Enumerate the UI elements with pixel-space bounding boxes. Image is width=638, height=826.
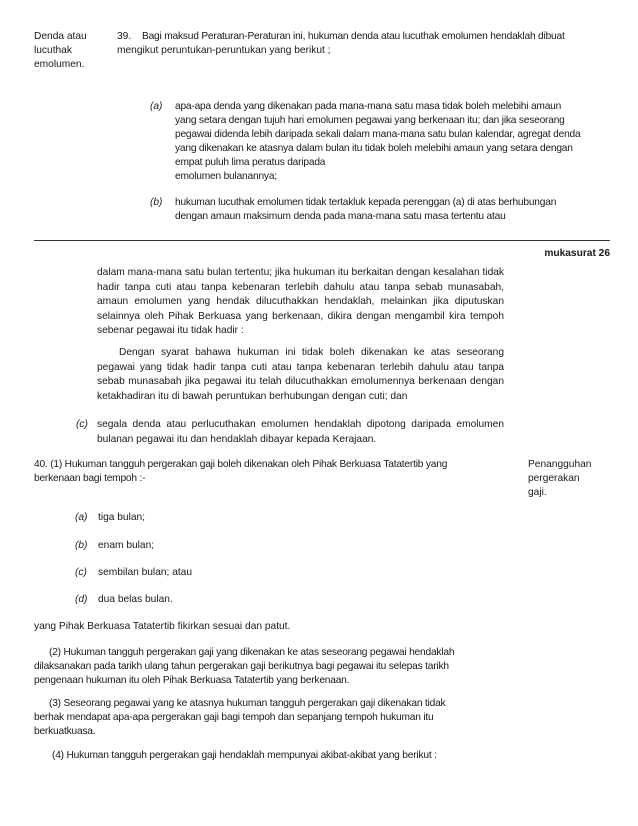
page-divider bbox=[34, 240, 610, 241]
page-number: mukasurat 26 bbox=[544, 248, 610, 259]
item-a-label: (a) bbox=[150, 101, 163, 112]
item-b-line: hukuman lucuthak emolumen tidak tertakluk kepada perenggan (a) di atas berhubungan bbox=[175, 197, 557, 208]
subsection-2-line: pengenaan hukuman itu oleh Pihak Berkuasa Tatatertib yang berkenaan. bbox=[34, 675, 350, 686]
margin-note-line: Denda atau bbox=[34, 31, 87, 42]
section-39-number: 39. bbox=[117, 31, 132, 42]
item-a-text bbox=[175, 100, 580, 184]
section-39-lead-1: Bagi maksud Peraturan-Peraturan ini, hukuman denda atau lucuthak emolumen hendaklah dibuat bbox=[142, 31, 565, 42]
item-label: (c) bbox=[75, 567, 87, 578]
margin-note-line: emolumen. bbox=[34, 59, 85, 70]
item-text: tiga bulan; bbox=[98, 512, 146, 523]
item-a-line: yang setara dengan tujuh hari emolumen pegawai yang berkenaan itu; dan jika seseorang bbox=[175, 115, 565, 126]
subsection-3 bbox=[34, 697, 445, 739]
subsection-3-line: berhak mendapat apa-apa pergerakan gaji bagi tempoh dan sepanjang tempoh hukuman itu bbox=[34, 712, 434, 723]
section-40-closing: yang Pihak Berkuasa Tatatertib fikirkan sesuai dan patut. bbox=[34, 621, 291, 632]
item-b-text bbox=[175, 196, 556, 224]
continuation-paragraph: dalam mana-mana satu bulan tertentu; jika hukuman itu berkaitan dengan kesalahan tidak hadir tanpa cuti atau tanpa kebenaran terlebih dahulu atau tanpa sebab munasabah, amaun emolumen yang hendak dilucuthakkan hendaklah, melainkan jika diputuskan selainnya oleh Pihak Berkuasa yang berkenaan, dikira dengan mengambil kira tempoh sebenar pegawai itu tidak hadir : bbox=[97, 267, 504, 336]
subsection-2-line: (2) Hukuman tangguh pergerakan gaji yang dikenakan ke atas seseorang pegawai hendaklah bbox=[49, 647, 455, 658]
subsection-4: (4) Hukuman tangguh pergerakan gaji hendaklah mempunyai akibat-akibat yang berikut : bbox=[52, 750, 437, 761]
item-a-line: pegawai didenda lebih daripada sekali dalam mana-mana satu bulan kalendar, agregat denda bbox=[175, 129, 581, 140]
item-a-line: apa-apa denda yang dikenakan pada mana-mana satu masa tidak boleh melebihi amaun bbox=[175, 101, 562, 112]
item-text: enam bulan; bbox=[98, 540, 155, 551]
margin-note-line: Penangguhan bbox=[528, 459, 592, 470]
item-c-text: segala denda atau perlucuthakan emolumen hendaklah dipotong daripada emolumen bulanan pegawai itu dan hendaklah dibayar kepada Kerajaan. bbox=[97, 419, 504, 445]
margin-note-line: lucuthak bbox=[34, 45, 72, 56]
section-40-lead-line: 40. (1) Hukuman tangguh pergerakan gaji boleh dikenakan oleh Pihak Berkuasa Tatatertib yang bbox=[34, 459, 448, 470]
section-39-lead-2: mengikut peruntukan-peruntukan yang berikut ; bbox=[117, 45, 331, 56]
item-a-line: empat puluh lima peratus daripada bbox=[175, 157, 326, 168]
proviso-paragraph: Dengan syarat bahawa hukuman ini tidak boleh dikenakan ke atas seseorang pegawai yang tidak hadir tanpa cuti atau tanpa kebenaran terlebih dahulu atau tanpa sebab munasabah jika pegawai itu telah dilucuthakkan emolumennya berkenaan dengan ketakhadiran itu di bawah peruntukan berhubungan dengan cuti; dan bbox=[97, 347, 504, 402]
item-text: dua belas bulan. bbox=[98, 594, 173, 605]
subsection-2 bbox=[34, 646, 454, 688]
subsection-2-line: dilaksanakan pada tarikh ulang tahun pergerakan gaji berikutnya bagi pegawai itu selepas tarikh bbox=[34, 661, 449, 672]
margin-note-denda bbox=[34, 30, 87, 72]
item-label: (a) bbox=[75, 512, 88, 523]
subsection-3-line: (3) Seseorang pegawai yang ke atasnya hukuman tangguh pergerakan gaji dikenakan tidak bbox=[49, 698, 446, 709]
item-a-line: yang dikenakan ke atasnya dalam bulan itu tidak boleh melebihi amaun yang setara dengan bbox=[175, 143, 573, 154]
section-40-lead bbox=[34, 458, 447, 486]
item-label: (d) bbox=[75, 594, 88, 605]
margin-note-penangguhan bbox=[528, 458, 591, 500]
item-b-line: dengan amaun maksimum denda pada mana-mana satu masa tertentu atau bbox=[175, 211, 506, 222]
margin-note-line: gaji. bbox=[528, 487, 547, 498]
section-40-lead-line: berkenaan bagi tempoh :- bbox=[34, 473, 146, 484]
item-b-label: (b) bbox=[150, 197, 163, 208]
item-label: (b) bbox=[75, 540, 88, 551]
margin-note-line: pergerakan bbox=[528, 473, 580, 484]
item-text: sembilan bulan; atau bbox=[98, 567, 193, 578]
item-a-line: emolumen bulanannya; bbox=[175, 171, 277, 182]
item-c-label: (c) bbox=[76, 419, 88, 430]
subsection-3-line: berkuatkuasa. bbox=[34, 726, 96, 737]
